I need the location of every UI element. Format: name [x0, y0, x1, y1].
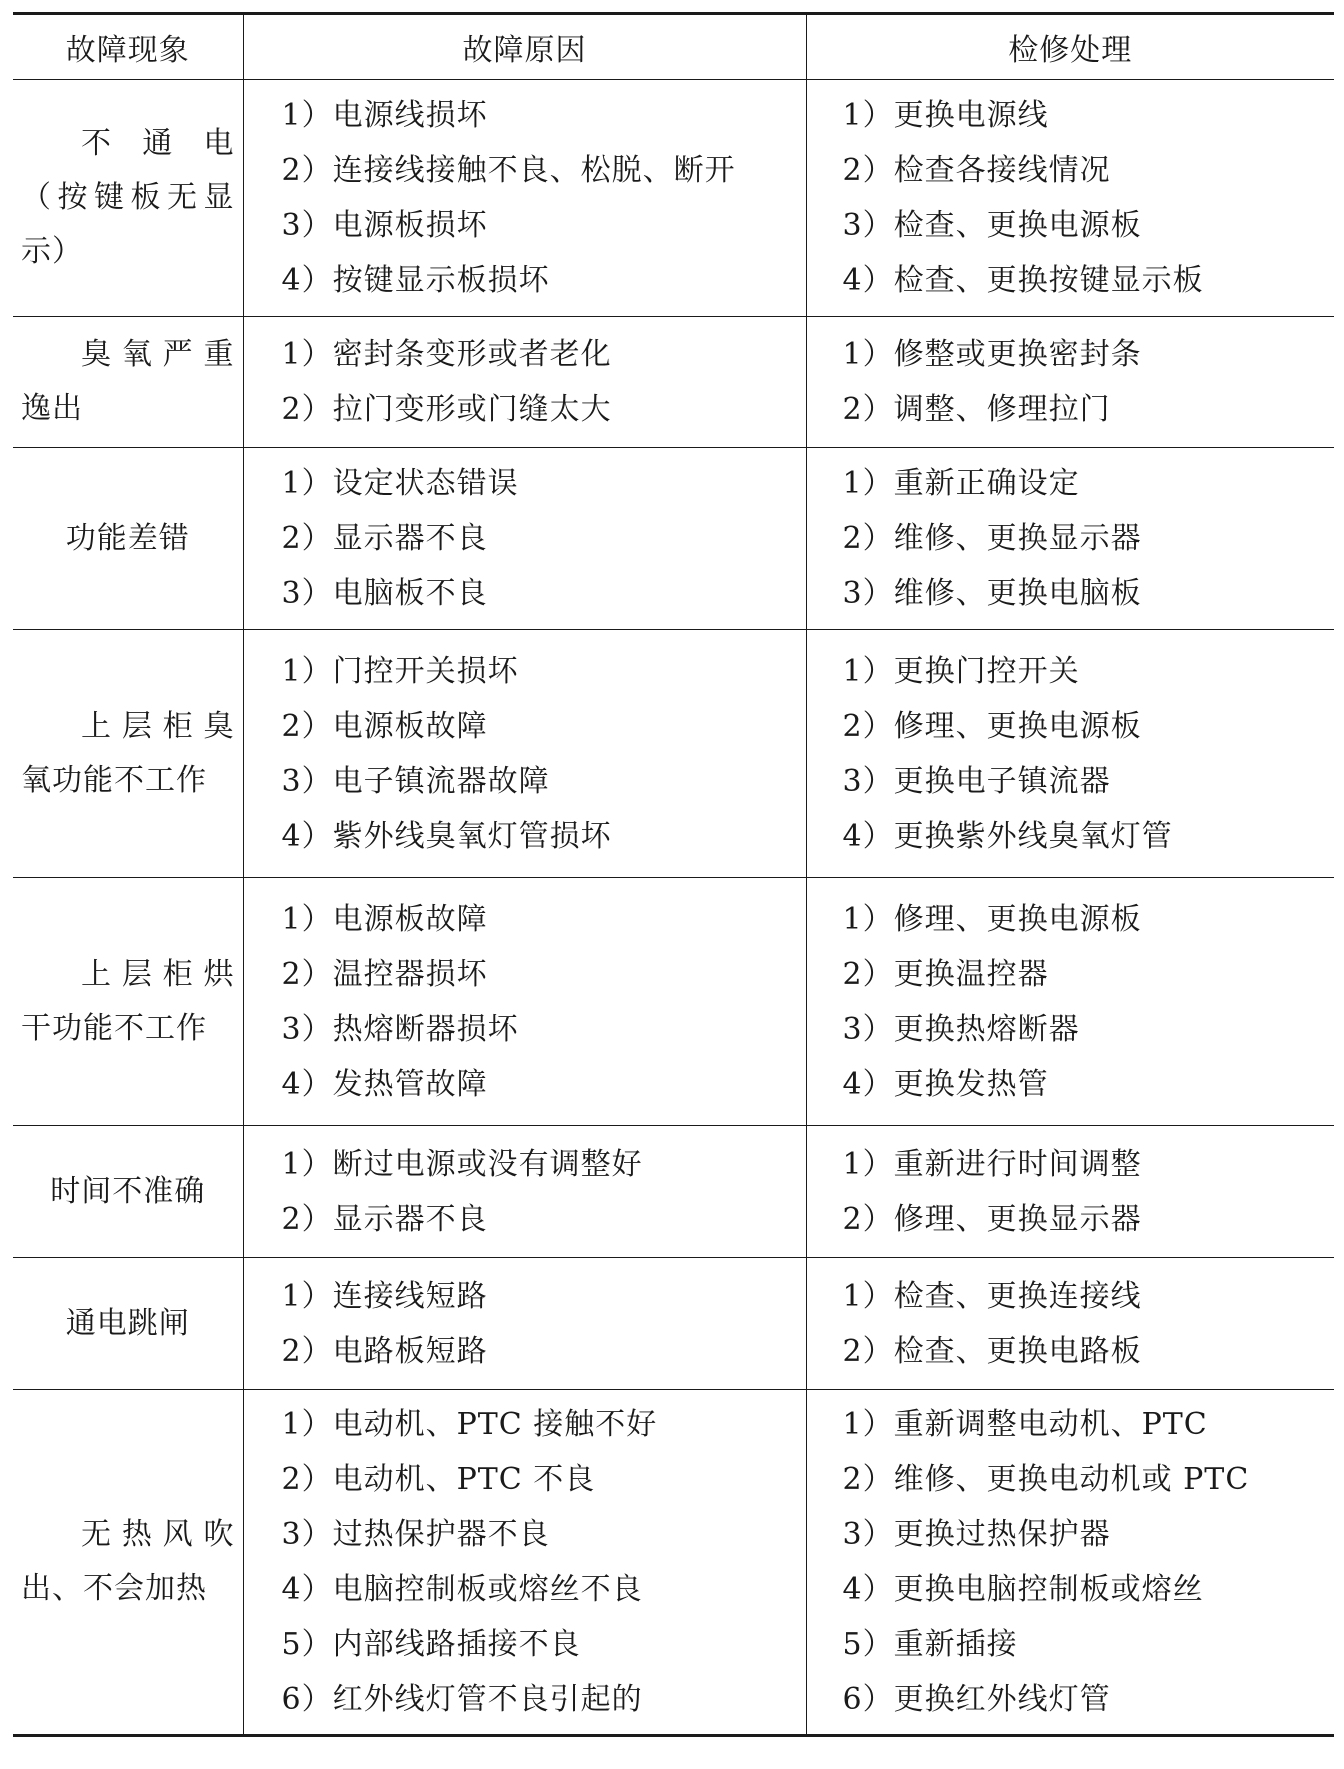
- cause-list: [244, 1137, 806, 1247]
- header-row: [13, 14, 1334, 80]
- fix-item: 4）检查、更换按键显示板: [842, 263, 1204, 298]
- cause-item: 1）门控开关损坏: [281, 653, 519, 689]
- fix-item: 1）更换电源线: [842, 98, 1049, 133]
- fix-list: [807, 892, 1335, 1112]
- cause-item: 2）电路板短路: [281, 1333, 488, 1369]
- cause-list: [244, 456, 806, 621]
- fix-cell: [806, 80, 1334, 317]
- symptom-cell: [13, 80, 243, 317]
- cause-item: 1）密封条变形或者老化: [281, 337, 612, 372]
- cause-cell: [243, 878, 806, 1126]
- cause-item: 3）电源板损坏: [281, 208, 488, 243]
- fault-table: [13, 12, 1334, 1737]
- symptom-cell: [13, 1390, 243, 1736]
- symptom-text: 时间不准确: [50, 1173, 206, 1209]
- symptom-text: 臭氧严重逸出: [21, 337, 235, 426]
- symptom-cell: [13, 448, 243, 630]
- fix-list: [807, 88, 1335, 308]
- fix-list: [807, 1137, 1335, 1247]
- fix-item: 2）维修、更换显示器: [842, 521, 1142, 556]
- symptom-cell: [13, 1258, 243, 1390]
- fix-item: 3）维修、更换电脑板: [842, 576, 1142, 611]
- fix-list: [807, 327, 1335, 437]
- cause-item: 3）电子镇流器故障: [281, 763, 550, 799]
- symptom-text: 上层柜臭氧功能不工作: [21, 708, 235, 798]
- table-row: [13, 80, 1334, 317]
- table-row: [13, 317, 1334, 448]
- cause-item: 3）热熔断器损坏: [281, 1011, 519, 1047]
- symptom-cell: [13, 1126, 243, 1258]
- fix-list: [807, 456, 1335, 621]
- cause-item: 1）电源线损坏: [281, 98, 488, 133]
- cause-item: 4）电脑控制板或熔丝不良: [281, 1572, 643, 1607]
- header-fix: 检修处理: [806, 14, 1334, 80]
- fix-item: 4）更换紫外线臭氧灯管: [842, 818, 1173, 854]
- cause-item: 2）温控器损坏: [281, 956, 488, 992]
- fix-item: 3）更换过热保护器: [842, 1517, 1111, 1552]
- cause-cell: [243, 630, 806, 878]
- fix-item: 5）重新插接: [842, 1627, 1018, 1662]
- fix-item: 2）检查各接线情况: [842, 153, 1111, 188]
- cause-cell: [243, 317, 806, 448]
- cause-item: 4）紫外线臭氧灯管损坏: [281, 818, 612, 854]
- table-row: [13, 630, 1334, 878]
- fix-cell: [806, 317, 1334, 448]
- cause-item: 2）拉门变形或门缝太大: [281, 392, 612, 427]
- fix-list: [807, 644, 1335, 864]
- cause-list: [244, 892, 806, 1112]
- header-symptom: 故障现象: [13, 14, 243, 80]
- cause-cell: [243, 448, 806, 630]
- cause-item: 3）电脑板不良: [281, 576, 488, 611]
- cause-item: 1）电动机、PTC 接触不好: [281, 1407, 658, 1442]
- cause-item: 1）连接线短路: [281, 1278, 488, 1314]
- fix-item: 2）更换温控器: [842, 956, 1049, 992]
- fix-cell: [806, 1390, 1334, 1736]
- symptom-text: 上层柜烘干功能不工作: [21, 956, 235, 1046]
- cause-item: 5）内部线路插接不良: [281, 1627, 581, 1662]
- cause-item: 2）电源板故障: [281, 708, 488, 744]
- symptom-cell: [13, 878, 243, 1126]
- symptom-text: 通电跳闸: [65, 1305, 190, 1341]
- fault-table-container: [13, 12, 1334, 1737]
- fix-item: 1）重新进行时间调整: [842, 1146, 1142, 1182]
- fix-item: 2）修理、更换电源板: [842, 708, 1142, 744]
- fix-item: 2）调整、修理拉门: [842, 392, 1111, 427]
- fix-cell: [806, 448, 1334, 630]
- fix-item: 3）更换电子镇流器: [842, 763, 1111, 799]
- table-row: [13, 448, 1334, 630]
- cause-cell: [243, 1258, 806, 1390]
- fix-item: 4）更换发热管: [842, 1066, 1049, 1102]
- symptom-cell: [13, 317, 243, 448]
- cause-cell: [243, 1390, 806, 1736]
- fix-item: 2）检查、更换电路板: [842, 1333, 1142, 1369]
- table-row: [13, 878, 1334, 1126]
- cause-cell: [243, 80, 806, 317]
- fix-item: 1）重新正确设定: [842, 466, 1080, 501]
- fix-item: 6）更换红外线灯管: [842, 1682, 1111, 1717]
- cause-item: 3）过热保护器不良: [281, 1517, 550, 1552]
- fix-item: 3）更换热熔断器: [842, 1011, 1080, 1047]
- fix-item: 4）更换电脑控制板或熔丝: [842, 1572, 1204, 1607]
- fix-item: 1）修理、更换电源板: [842, 901, 1142, 937]
- cause-item: 1）电源板故障: [281, 901, 488, 937]
- fix-cell: [806, 878, 1334, 1126]
- fix-cell: [806, 1126, 1334, 1258]
- cause-list: [244, 644, 806, 864]
- cause-item: 2）连接线接触不良、松脱、断开: [281, 153, 736, 188]
- fix-item: 1）更换门控开关: [842, 653, 1080, 689]
- symptom-cell: [13, 630, 243, 878]
- table-row: [13, 1126, 1334, 1258]
- cause-item: 6）红外线灯管不良引起的: [281, 1682, 643, 1717]
- fix-item: 1）检查、更换连接线: [842, 1278, 1142, 1314]
- cause-item: 2）显示器不良: [281, 521, 488, 556]
- fix-list: [807, 1269, 1335, 1379]
- fix-item: 1）重新调整电动机、PTC: [842, 1407, 1208, 1442]
- fix-list: [807, 1397, 1335, 1727]
- header-cause: 故障原因: [243, 14, 806, 80]
- cause-list: [244, 327, 806, 437]
- table-row: [13, 1258, 1334, 1390]
- cause-list: [244, 88, 806, 308]
- cause-item: 2）显示器不良: [281, 1201, 488, 1237]
- table-row: [13, 1390, 1334, 1736]
- symptom-text: 无热风吹出、不会加热: [21, 1517, 235, 1606]
- cause-item: 1）设定状态错误: [281, 466, 519, 501]
- fix-item: 1）修整或更换密封条: [842, 337, 1142, 372]
- fix-cell: [806, 630, 1334, 878]
- cause-item: 1）断过电源或没有调整好: [281, 1146, 643, 1182]
- fix-item: 2）修理、更换显示器: [842, 1201, 1142, 1237]
- fix-item: 2）维修、更换电动机或 PTC: [842, 1462, 1250, 1497]
- fix-cell: [806, 1258, 1334, 1390]
- cause-list: [244, 1269, 806, 1379]
- cause-cell: [243, 1126, 806, 1258]
- cause-item: 4）发热管故障: [281, 1066, 488, 1102]
- cause-list: [244, 1397, 806, 1727]
- fix-item: 3）检查、更换电源板: [842, 208, 1142, 243]
- cause-item: 2）电动机、PTC 不良: [281, 1462, 596, 1497]
- cause-item: 4）按键显示板损坏: [281, 263, 550, 298]
- symptom-text: 功能差错: [65, 520, 190, 556]
- symptom-text: 不通电（按键板无显示）: [21, 126, 235, 269]
